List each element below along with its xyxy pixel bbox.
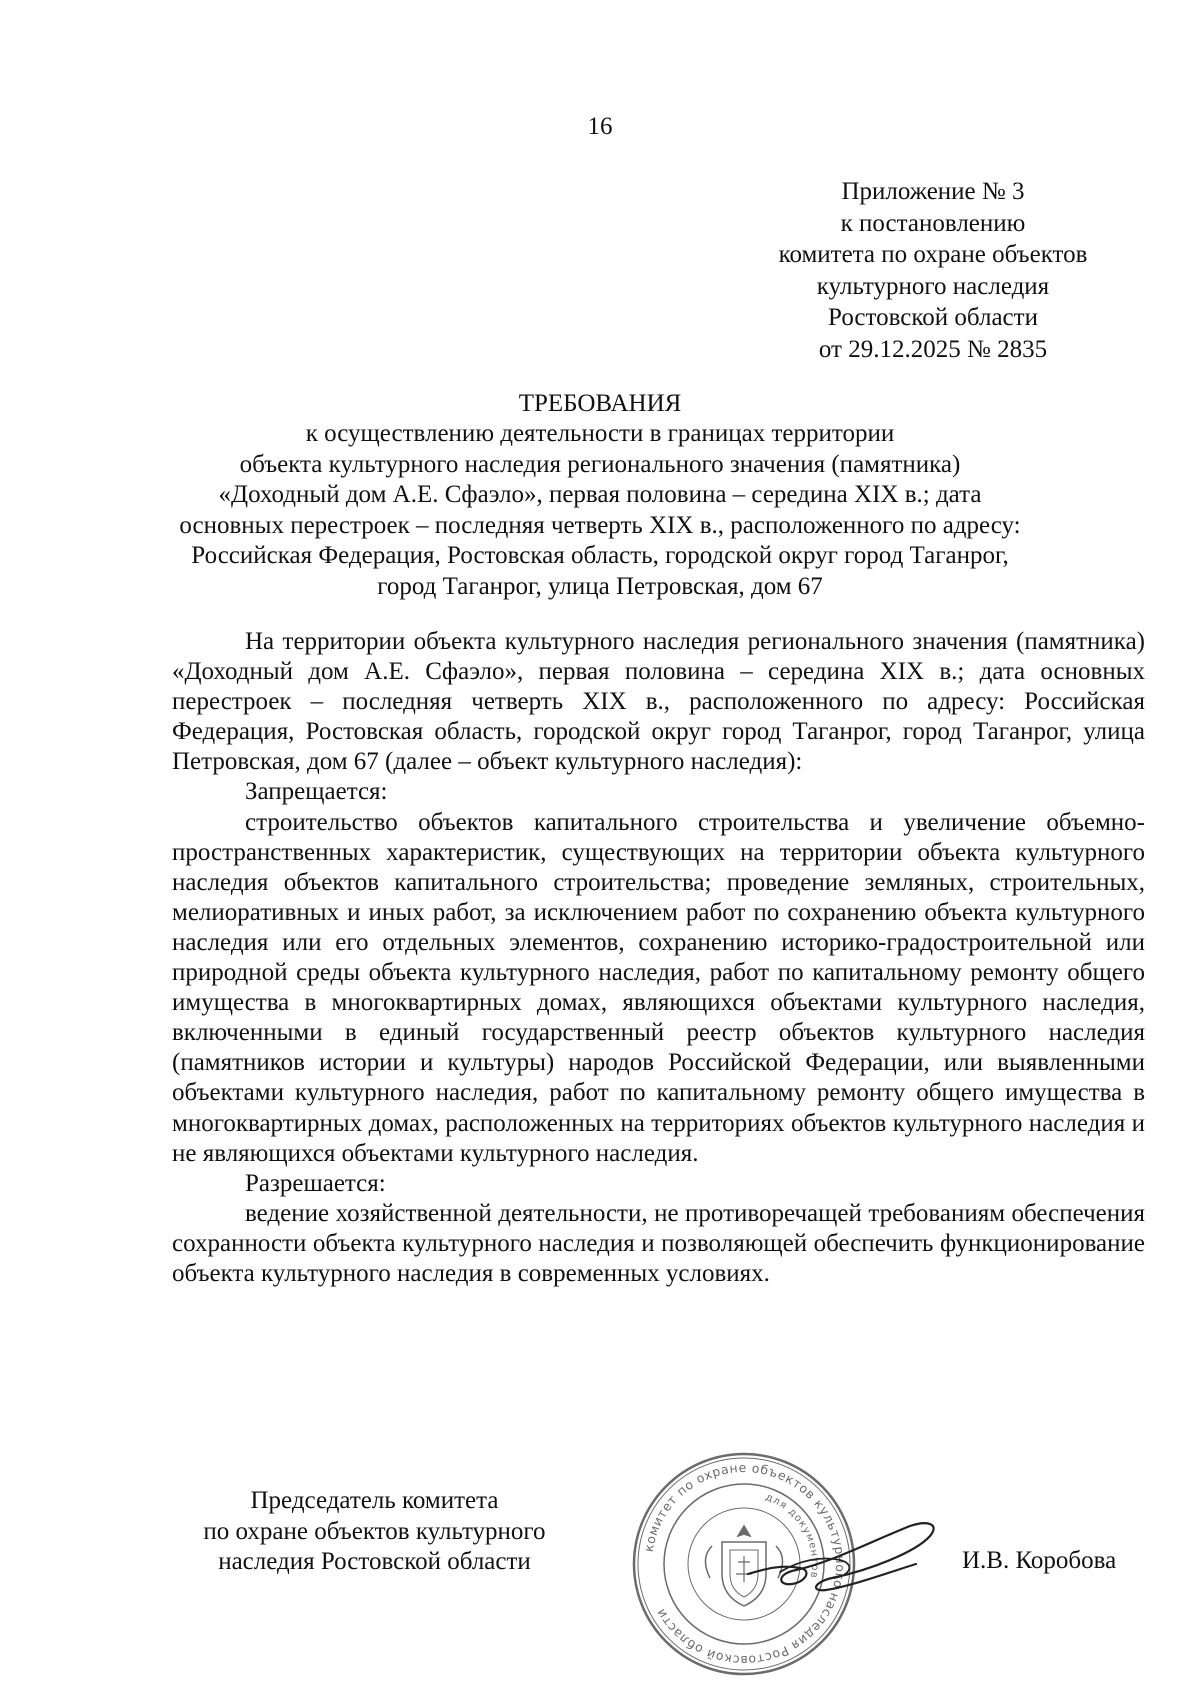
subtitle-line: к осуществлению деятельности в границах территории xyxy=(305,420,895,447)
position-line: наследия Ростовской области xyxy=(218,1548,531,1575)
seal-outer-text: комитет по охране объектов культурного наследия Ростовской области xyxy=(640,1459,849,1669)
page-number: 16 xyxy=(587,113,613,140)
document-body xyxy=(172,627,1145,1289)
subtitle-line: Российская Федерация, Ростовская область, городской округ город Таганрог, xyxy=(191,542,1009,569)
allowed-heading: Разрешается: xyxy=(245,1169,386,1197)
annex-line: Приложение № 3 xyxy=(841,178,1025,205)
annex-line: от 29.12.2025 № 2835 xyxy=(818,335,1048,363)
prohibited-paragraph: строительство объектов капитального строительства и увеличение объемно-пространственных характеристик, существующих на территории объекта культурного наследия объектов капитального строительства; проведение земляных, строительных, мелиоративных и иных работ, за исключением работ по сохранению объекта культурного наследия или его отдельных элементов, сохранению историко-градостроительной или природной среды объекта культурного наследия, работ по капитальному ремонту общего имущества в многоквартирных домах, являющихся объектами культурного наследия, включенными в единый государственный реестр объектов культурного наследия (памятников истории и культуры) народов Российской Федерации, или выявленными объектами культурного наследия, работ по капитальному ремонту общего имущества в многоквартирных домах, расположенных на территориях объектов культурного наследия и не являющихся объектами культурного наследия. xyxy=(172,808,1145,1167)
annex-line: культурного наследия xyxy=(816,272,1050,300)
prohibited-heading: Запрещается: xyxy=(245,778,388,806)
signatory-name: И.В. Коробова xyxy=(962,1547,1117,1574)
annex-header xyxy=(743,176,1123,365)
allowed-paragraph: ведение хозяйственной деятельности, не противоречащей требованиям обеспечения сохранности объекта культурного наследия и позволяющей обеспечить функционирование объекта культурного наследия в современных условиях. xyxy=(172,1199,1145,1287)
position-line: Председатель комитета xyxy=(250,1487,499,1514)
document-title: ТРЕБОВАНИЯ xyxy=(518,390,682,417)
subtitle-line: «Доходный дом А.Е. Сфаэло», первая половина – середина XIX в.; дата xyxy=(218,481,982,508)
annex-line: к постановлению xyxy=(840,209,1026,237)
document-subtitle xyxy=(160,419,1040,602)
annex-line: Ростовской области xyxy=(828,304,1038,331)
seal-inner-text: для документов xyxy=(763,1491,821,1580)
handwritten-signature-icon xyxy=(740,1512,950,1612)
position-line: по охране объектов культурного xyxy=(203,1517,546,1545)
intro-paragraph: На территории объекта культурного наследия регионального значения (памятника) «Доходный дом А.Е. Сфаэло», первая половина – середина XIX в.; дата основных перестроек – последняя четверть XIX в., расположенного по адресу: Российская Федерация, Ростовская область, городской округ город Таганрог, город Таганрог, улица Петровская, дом 67 (далее – объект культурного наследия): xyxy=(172,628,1145,776)
annex-line: комитета по охране объектов xyxy=(778,241,1088,268)
subtitle-line: основных перестроек – последняя четверть XIX в., расположенного по адресу: xyxy=(179,511,1021,539)
signature-block xyxy=(0,1459,1200,1706)
subtitle-line: город Таганрог, улица Петровская, дом 67 xyxy=(377,572,823,600)
subtitle-line: объекта культурного наследия регионального значения (памятника) xyxy=(239,450,961,478)
signatory-position xyxy=(172,1486,577,1578)
